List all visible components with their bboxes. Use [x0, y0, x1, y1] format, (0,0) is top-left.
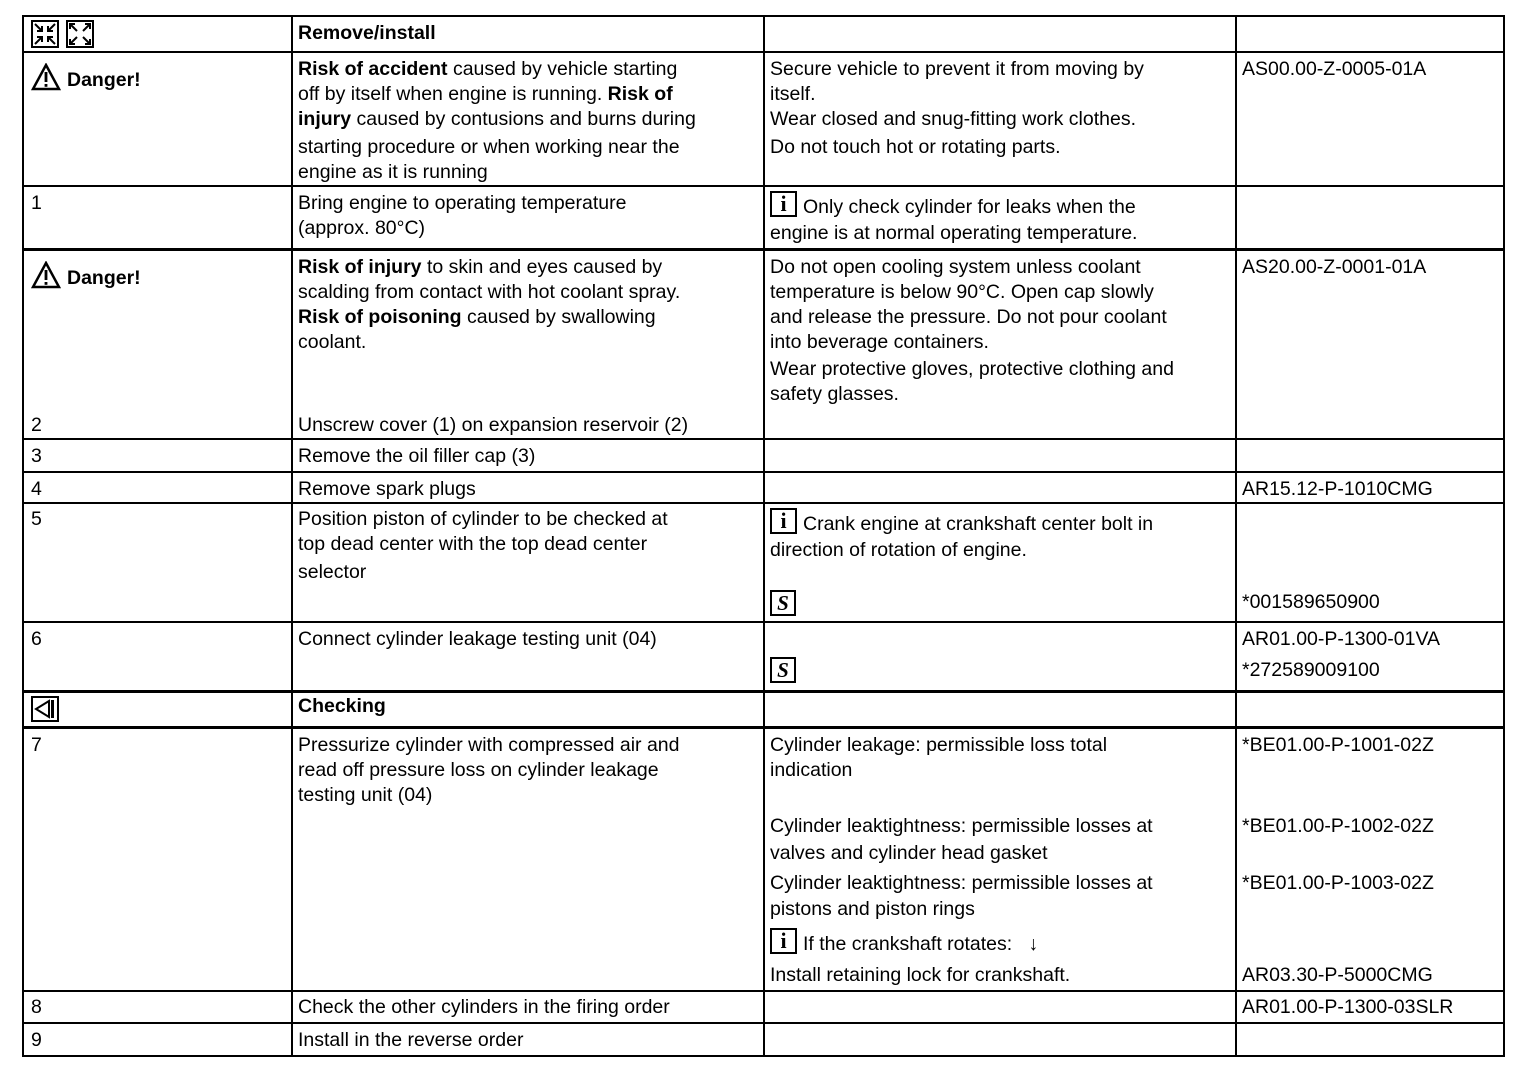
danger-risk-line — [298, 82, 673, 107]
info-note-text: direction of rotation of engine. — [770, 539, 1027, 561]
row-divider — [24, 185, 1503, 187]
risk-title: Risk of injury — [298, 256, 422, 278]
danger-label — [31, 63, 141, 93]
risk-text: caused by contusions and burns during — [351, 108, 696, 130]
row-divider — [24, 1022, 1503, 1024]
spec-reference-link[interactable]: *BE01.00-P-1003-02Z — [1242, 872, 1434, 894]
spec-text: Cylinder leakage: permissible loss total — [770, 734, 1108, 756]
row-divider — [24, 502, 1503, 504]
row-divider — [24, 621, 1503, 623]
step-text: Unscrew cover (1) on expansion reservoir (2) — [298, 414, 689, 436]
section-title-remove-install: Remove/install — [298, 22, 436, 44]
special-tool-icon: S — [770, 657, 796, 683]
tool-number-link[interactable]: *272589009100 — [1242, 659, 1380, 681]
step-text: Install in the reverse order — [298, 1029, 524, 1051]
safety-measure: Wear closed and snug-fitting work clothes. — [770, 108, 1136, 130]
step-text: top dead center with the top dead center — [298, 533, 648, 555]
step-text: Position piston of cylinder to be checked at — [298, 508, 668, 530]
step-text: selector — [298, 561, 367, 583]
step-number: 2 — [31, 414, 42, 436]
step-number: 4 — [31, 478, 42, 500]
spec-text: pistons and piston rings — [770, 898, 975, 920]
step-number: 9 — [31, 1029, 42, 1051]
row-divider — [24, 15, 1503, 17]
row-divider — [24, 1055, 1503, 1057]
warning-triangle-icon — [31, 261, 61, 289]
safety-measure: Wear protective gloves, protective clothing and — [770, 358, 1174, 380]
reference-link[interactable]: AS00.00-Z-0005-01A — [1242, 58, 1427, 80]
safety-measure: Do not touch hot or rotating parts. — [770, 136, 1061, 158]
column-divider — [763, 15, 765, 1057]
step-number: 7 — [31, 734, 42, 756]
reference-link[interactable]: AS20.00-Z-0001-01A — [1242, 256, 1427, 278]
risk-text: to skin and eyes caused by — [421, 256, 663, 278]
risk-title: Risk of accident — [298, 58, 448, 80]
step-text: Remove spark plugs — [298, 478, 476, 500]
reference-link[interactable]: AR03.30-P-5000CMG — [1242, 964, 1433, 986]
row-divider — [24, 690, 1503, 693]
step-number: 5 — [31, 508, 42, 530]
info-note-text: Crank engine at crankshaft center bolt in — [803, 513, 1154, 535]
risk-text: off by itself when engine is running. — [298, 83, 603, 105]
row-divider — [24, 438, 1503, 440]
safety-measure: temperature is below 90°C. Open cap slowly — [770, 281, 1154, 303]
danger-risk-line — [298, 57, 677, 82]
row-divider — [24, 471, 1503, 473]
reference-link[interactable]: AR01.00-P-1300-03SLR — [1242, 996, 1454, 1018]
step-number: 8 — [31, 996, 42, 1018]
reference-link[interactable]: AR15.12-P-1010CMG — [1242, 478, 1433, 500]
remove-icon — [31, 20, 59, 48]
arrow-down-icon: ↓ — [1028, 933, 1039, 955]
info-icon: i — [770, 191, 797, 217]
reference-link[interactable]: AR01.00-P-1300-01VA — [1242, 628, 1441, 650]
column-divider — [1235, 15, 1237, 1057]
safety-measure: Do not open cooling system unless coolant — [770, 256, 1141, 278]
spec-reference-link[interactable]: *BE01.00-P-1001-02Z — [1242, 734, 1434, 756]
risk-title: Risk of — [607, 83, 673, 105]
spec-text: Cylinder leaktightness: permissible losses at — [770, 815, 1153, 837]
danger-text: Danger! — [67, 267, 141, 289]
info-icon: i — [770, 508, 797, 534]
info-note-text: If the crankshaft rotates: — [803, 933, 1013, 955]
step-number: 6 — [31, 628, 42, 650]
risk-title: Risk of poisoning — [298, 306, 462, 328]
row-divider — [24, 51, 1503, 53]
danger-text: Danger! — [67, 69, 141, 91]
safety-measure: into beverage containers. — [770, 331, 989, 353]
danger-label — [31, 261, 141, 291]
step-text: Check the other cylinders in the firing order — [298, 996, 670, 1018]
step-number: 3 — [31, 445, 42, 467]
warning-triangle-icon — [31, 63, 61, 91]
spec-text: indication — [770, 759, 853, 781]
column-divider — [291, 15, 293, 1057]
info-note — [770, 928, 1038, 957]
step-text: (approx. 80°C) — [298, 217, 426, 239]
install-icon — [66, 20, 94, 48]
safety-measure: and release the pressure. Do not pour coolant — [770, 306, 1167, 328]
step-text: Pressurize cylinder with compressed air and — [298, 734, 680, 756]
step-text: Connect cylinder leakage testing unit (04) — [298, 628, 657, 650]
safety-measure: Secure vehicle to prevent it from moving by — [770, 58, 1144, 80]
safety-measure: safety glasses. — [770, 383, 899, 405]
step-text: testing unit (04) — [298, 784, 433, 806]
step-text: read off pressure loss on cylinder leakage — [298, 759, 659, 781]
risk-text: caused by swallowing — [461, 306, 656, 328]
section-title-checking: Checking — [298, 695, 386, 717]
tool-reference — [770, 657, 796, 686]
tool-number-link[interactable]: *001589650900 — [1242, 591, 1380, 613]
row-divider — [24, 248, 1503, 251]
info-note — [770, 508, 1153, 537]
danger-risk-line — [298, 255, 662, 280]
info-icon: i — [770, 928, 797, 954]
danger-risk-line — [298, 305, 656, 330]
info-note-text: Install retaining lock for crankshaft. — [770, 964, 1071, 986]
safety-measure: itself. — [770, 83, 816, 105]
step-text: Remove the oil filler cap (3) — [298, 445, 536, 467]
step-number: 1 — [31, 192, 42, 214]
spec-text: valves and cylinder head gasket — [770, 842, 1048, 864]
info-note-text: engine is at normal operating temperature. — [770, 222, 1138, 244]
step-text: Bring engine to operating temperature — [298, 192, 627, 214]
risk-text: starting procedure or when working near the — [298, 136, 680, 158]
info-note — [770, 191, 1136, 220]
row-divider — [24, 990, 1503, 992]
risk-text: scalding from contact with hot coolant spray. — [298, 281, 681, 303]
spec-reference-link[interactable]: *BE01.00-P-1002-02Z — [1242, 815, 1434, 837]
danger-risk-line — [298, 107, 696, 132]
tool-reference — [770, 590, 796, 619]
special-tool-icon: S — [770, 590, 796, 616]
risk-text: engine as it is running — [298, 161, 488, 183]
risk-title: injury — [298, 108, 352, 130]
row-divider — [24, 726, 1503, 729]
spec-text: Cylinder leaktightness: permissible losses at — [770, 872, 1153, 894]
checking-icon — [31, 696, 59, 722]
info-note-text: Only check cylinder for leaks when the — [803, 196, 1136, 218]
risk-text: coolant. — [298, 331, 367, 353]
procedure-table — [22, 15, 1505, 1057]
risk-text: caused by vehicle starting — [447, 58, 678, 80]
